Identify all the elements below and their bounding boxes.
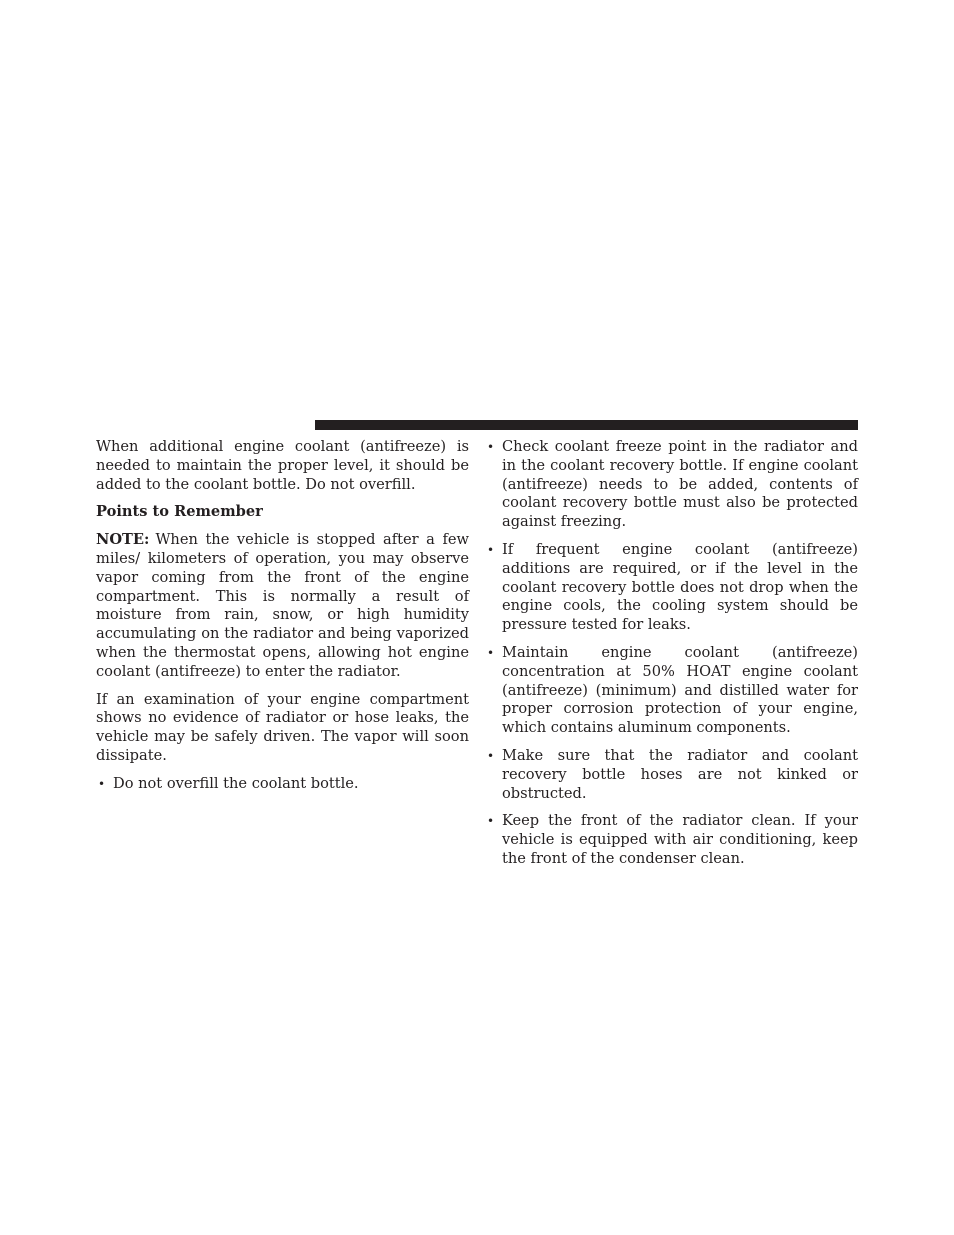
left-column (96, 438, 469, 803)
bullet-icon: • (98, 776, 106, 791)
list-item: • Maintain engine coolant (antifreeze) concentration at 50% HOAT engine coolant (antifreeze) (minimum) and distilled water for proper corrosion protection of your engine, which contains aluminum components. (487, 643, 858, 737)
section-header-bar (315, 420, 858, 430)
note-text: When the vehicle is stopped after a few miles/ kilometers of operation, you may observe vapor coming from the front of the engine compartment. This is normally a result of moisture from rain, snow, or high humidity accumulating on the radiator and being vaporized when the thermostat opens, allowing hot engine coolant (antifreeze) to enter the radiator. (96, 531, 469, 680)
note-label: NOTE: (96, 531, 150, 549)
points-to-remember-heading: Points to Remember (96, 503, 263, 521)
right-column (485, 438, 858, 878)
bullet-icon: • (487, 542, 495, 557)
list-item: • Make sure that the radiator and coolant recovery bottle hoses are not kinked or obstructed. (487, 746, 858, 802)
intro-paragraph: When additional engine coolant (antifreeze) is needed to maintain the proper level, it should be added to the coolant bottle. Do not overfill. (96, 438, 469, 493)
note-paragraph (96, 531, 469, 681)
list-item: • Check coolant freeze point in the radiator and in the coolant recovery bottle. If engine coolant (antifreeze) needs to be added, contents of coolant recovery bottle must also be protected against freezing. (487, 438, 858, 531)
list-item: • If frequent engine coolant (antifreeze) additions are required, or if the level in the coolant recovery bottle does not drop when the engine cools, the cooling system should be pressure tested for leaks. (487, 540, 858, 634)
bullet-icon: • (487, 645, 495, 660)
right-bullet-list (485, 438, 858, 869)
left-bullet-list (96, 775, 469, 794)
list-item: • Keep the front of the radiator clean. If your vehicle is equipped with air conditioning, keep the front of the condenser clean. (487, 812, 858, 867)
vapor-paragraph: If an examination of your engine compartment shows no evidence of radiator or hose leaks, the vehicle may be safely driven. The vapor will soon dissipate. (96, 690, 469, 764)
list-item: • Do not overfill the coolant bottle. (98, 774, 359, 792)
bullet-icon: • (487, 748, 495, 763)
bullet-icon: • (487, 440, 495, 454)
bullet-icon: • (487, 814, 495, 829)
